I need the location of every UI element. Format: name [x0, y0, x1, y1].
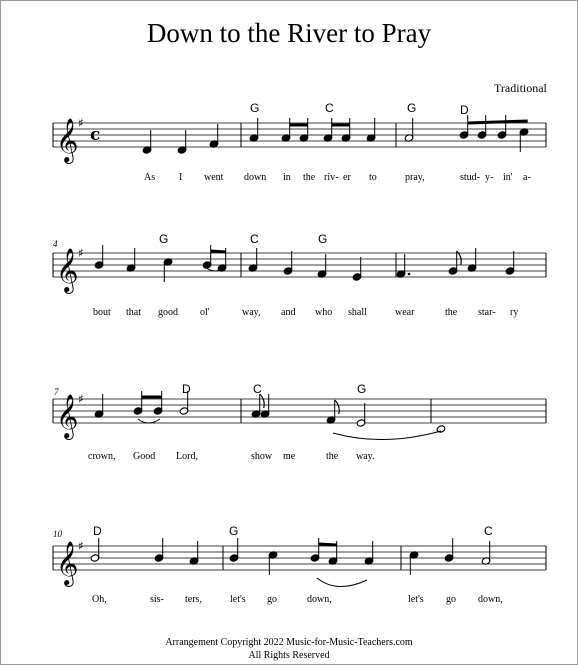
- lyric-syllable: Lord,: [176, 451, 198, 462]
- lyric-syllable: I: [179, 172, 183, 183]
- lyric-syllable: er: [343, 172, 351, 183]
- lyric-syllable: go: [446, 594, 456, 605]
- lyric-syllable: that: [126, 307, 141, 318]
- chord-symbol: C: [253, 382, 262, 396]
- lyric-syllable: stud-: [460, 172, 480, 183]
- chord-symbol: G: [357, 382, 367, 396]
- staff-system-4: [1, 534, 577, 594]
- composer-credit: Traditional: [494, 81, 547, 95]
- lyric-syllable: y-: [485, 172, 494, 183]
- lyric-syllable: in: [283, 172, 291, 183]
- lyric-syllable: pray,: [405, 172, 425, 183]
- lyric-syllable: a-: [523, 172, 531, 183]
- lyric-syllable: ry: [510, 307, 519, 318]
- lyric-syllable: shall: [348, 307, 367, 318]
- staff-system-3: [1, 387, 577, 447]
- chord-symbol: G: [159, 232, 169, 246]
- lyric-syllable: let's: [230, 594, 246, 605]
- chord-symbol: C: [484, 524, 493, 538]
- slur: [317, 578, 367, 587]
- lyric-syllable: way,: [242, 307, 261, 318]
- lyric-syllable: and: [281, 307, 296, 318]
- treble-clef-icon: 𝄞: [56, 118, 79, 162]
- song-title: Down to the River to Pray: [146, 18, 432, 48]
- chord-symbol: D: [93, 524, 102, 538]
- treble-clef-icon: 𝄞: [56, 541, 79, 585]
- lyric-syllable: who: [315, 307, 333, 318]
- lyric-syllable: in': [503, 172, 513, 183]
- treble-clef-icon: 𝄞: [56, 394, 79, 438]
- lyric-syllable: way.: [356, 451, 375, 462]
- sharp-icon: ♯: [78, 392, 84, 406]
- note-flag: [260, 394, 265, 408]
- lyric-syllable: the: [326, 451, 339, 462]
- lyric-syllable: ters,: [185, 594, 202, 605]
- chord-symbol: G: [229, 524, 239, 538]
- lyric-syllable: bout: [93, 307, 111, 318]
- note-flag: [335, 400, 340, 414]
- lyric-syllable: let's: [408, 594, 424, 605]
- staff-system-2: [1, 241, 577, 301]
- beam: [211, 251, 226, 252]
- lyric-syllable: wear: [395, 307, 415, 318]
- lyric-syllable: down: [244, 172, 267, 183]
- treble-clef-icon: 𝄞: [56, 248, 79, 292]
- rights-line: All Rights Reserved: [248, 650, 330, 661]
- lyric-syllable: the: [303, 172, 316, 183]
- lyric-syllable: crown,: [88, 451, 116, 462]
- measure-number: 4: [53, 239, 58, 249]
- lyric-syllable: show: [251, 451, 273, 462]
- chord-symbol: G: [318, 232, 328, 246]
- beam: [319, 544, 337, 545]
- lyric-syllable: the: [445, 307, 458, 318]
- lyric-syllable: went: [204, 172, 224, 183]
- slur: [138, 419, 160, 423]
- staff-system-1: [1, 111, 577, 171]
- measure-number: 10: [53, 529, 62, 539]
- lyric-syllable: ol': [200, 307, 210, 318]
- lyric-syllable: down,: [478, 594, 503, 605]
- chord-symbol: C: [250, 232, 259, 246]
- lyric-syllable: down,: [307, 594, 332, 605]
- augmentation-dot: [408, 273, 411, 276]
- lyric-syllable: to: [369, 172, 377, 183]
- lyric-syllable: Good: [133, 451, 156, 462]
- chord-symbol: G: [250, 101, 260, 115]
- sharp-icon: ♯: [78, 116, 84, 130]
- lyric-syllable: go: [267, 594, 277, 605]
- sharp-icon: ♯: [78, 246, 84, 260]
- lyric-syllable: good: [158, 307, 178, 318]
- chord-symbol: D: [460, 103, 469, 117]
- lyric-syllable: riv-: [324, 172, 339, 183]
- chord-symbol: D: [182, 382, 191, 396]
- chord-symbol: G: [407, 101, 417, 115]
- measure-number: 7: [54, 387, 59, 397]
- lyric-syllable: star-: [478, 307, 496, 318]
- lyric-syllable: sis-: [150, 594, 164, 605]
- chord-symbol: C: [325, 101, 334, 115]
- beam: [468, 121, 528, 123]
- common-time-icon: c: [90, 125, 101, 145]
- lyric-syllable: me: [283, 451, 296, 462]
- slur: [333, 431, 441, 440]
- lyric-syllable: As: [144, 172, 156, 183]
- sharp-icon: ♯: [78, 539, 84, 553]
- copyright-line: Arrangement Copyright 2022 Music-for-Music-Teachers.com: [165, 637, 413, 648]
- lyric-syllable: Oh,: [92, 594, 107, 605]
